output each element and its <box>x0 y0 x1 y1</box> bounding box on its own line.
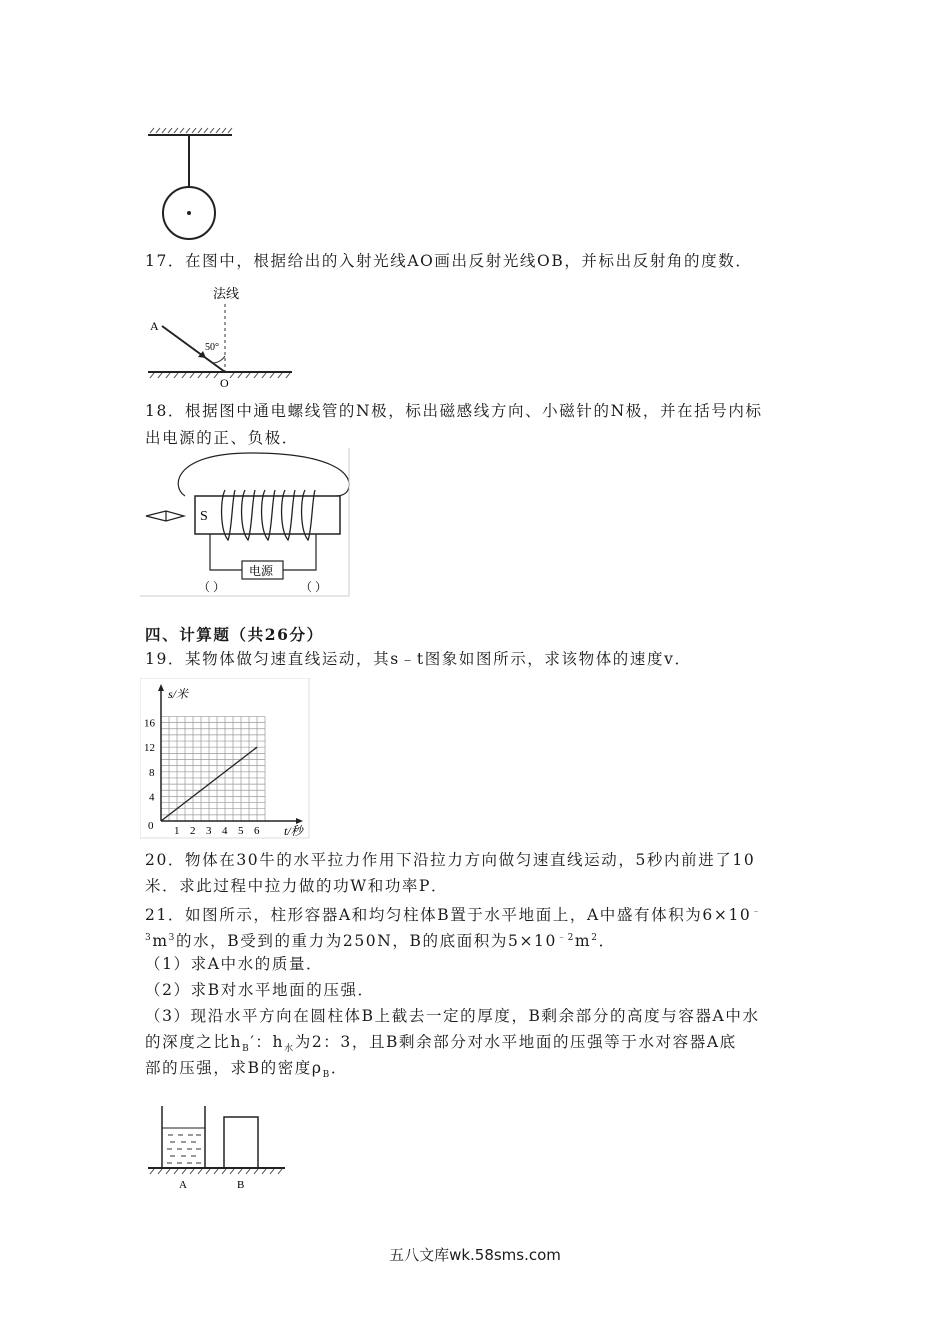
pole-s-label: S <box>200 509 208 524</box>
question-20-line1: 20．物体在30牛的水平拉力作用下沿拉力方向做匀速直线运动，5秒内前进了10 <box>145 851 756 869</box>
y-tick-label: 8 <box>149 766 155 779</box>
bracket-right: （ ） <box>300 580 328 594</box>
normal-label: 法线 <box>213 286 240 301</box>
x-tick-label: 3 <box>206 825 212 837</box>
container-figure <box>140 1104 290 1192</box>
power-label: 电源 <box>249 564 274 578</box>
question-18-line2: 出电源的正、负极． <box>145 429 299 447</box>
small-magnet-needle-icon <box>146 511 184 521</box>
s-t-chart <box>140 678 312 840</box>
question-21-sub3-line1: （3）现沿水平方向在圆柱体B上截去一定的厚度，B剩余部分的高度与容器A中水 <box>145 1007 760 1025</box>
section-4-heading: 四、计算题（共26分） <box>145 625 324 644</box>
x-tick-label: 1 <box>174 825 180 837</box>
question-21-sub3-line2: 的深度之比$h_B'$：$h_水$为2：3，且B剩余部分对水平地面的压强等于水对容器A底 <box>145 1033 737 1055</box>
question-21-sub1: （1）求A中水的质量． <box>145 955 324 973</box>
reflection-figure <box>140 280 300 390</box>
x-tick-label: 6 <box>254 825 260 837</box>
angle-label: 50° <box>205 342 219 353</box>
question-20-line2: 米．求此过程中拉力做的功W和功率P． <box>145 877 449 895</box>
question-18-line1: 18．根据图中通电螺线管的N极，标出磁感线方向、小磁针的N极，并在括号内标 <box>145 402 763 420</box>
chart-grid <box>161 716 265 821</box>
water-fill <box>167 1135 201 1163</box>
label-a: A <box>179 1179 187 1191</box>
point-a-label: A <box>150 319 159 333</box>
y-tick-label: 16 <box>144 717 155 730</box>
question-21-line2: $^3m^3$的水，B受到的重力为250N，B的底面积为$5\times 10^{﹣2}m^2$． <box>145 932 616 951</box>
x-axis-label: t/秒 <box>284 824 303 838</box>
y-axis-label: s/米 <box>168 687 189 701</box>
bracket-left: （ ） <box>198 580 226 594</box>
x-tick-label: 0 <box>148 820 154 832</box>
question-17: 17．在图中，根据给出的入射光线AO画出反射光线OB，并标出反射角的度数． <box>145 252 753 270</box>
question-19: 19．某物体做匀速直线运动，其s﹣t图象如图所示，求该物体的速度v． <box>145 650 692 668</box>
point-o-label: O <box>220 376 229 390</box>
x-tick-label: 5 <box>238 825 244 837</box>
question-21-sub3-line3: 部的压强，求B的密度$\rho_B$． <box>145 1059 348 1081</box>
pendulum-figure <box>140 125 240 245</box>
solenoid-figure <box>140 448 355 598</box>
y-tick-label: 4 <box>149 791 155 804</box>
x-tick-label: 2 <box>190 825 196 837</box>
footer-watermark: 五八文库wk.58sms.com <box>389 1246 561 1264</box>
x-tick-label: 4 <box>222 825 228 837</box>
label-b: B <box>237 1179 245 1191</box>
question-21-sub2: （2）求B对水平地面的压强． <box>145 981 375 999</box>
question-21-line1: 21．如图所示，柱形容器A和均匀柱体B置于水平地面上，A中盛有体积为6×10﹣ <box>145 906 762 925</box>
y-tick-label: 12 <box>144 742 155 755</box>
